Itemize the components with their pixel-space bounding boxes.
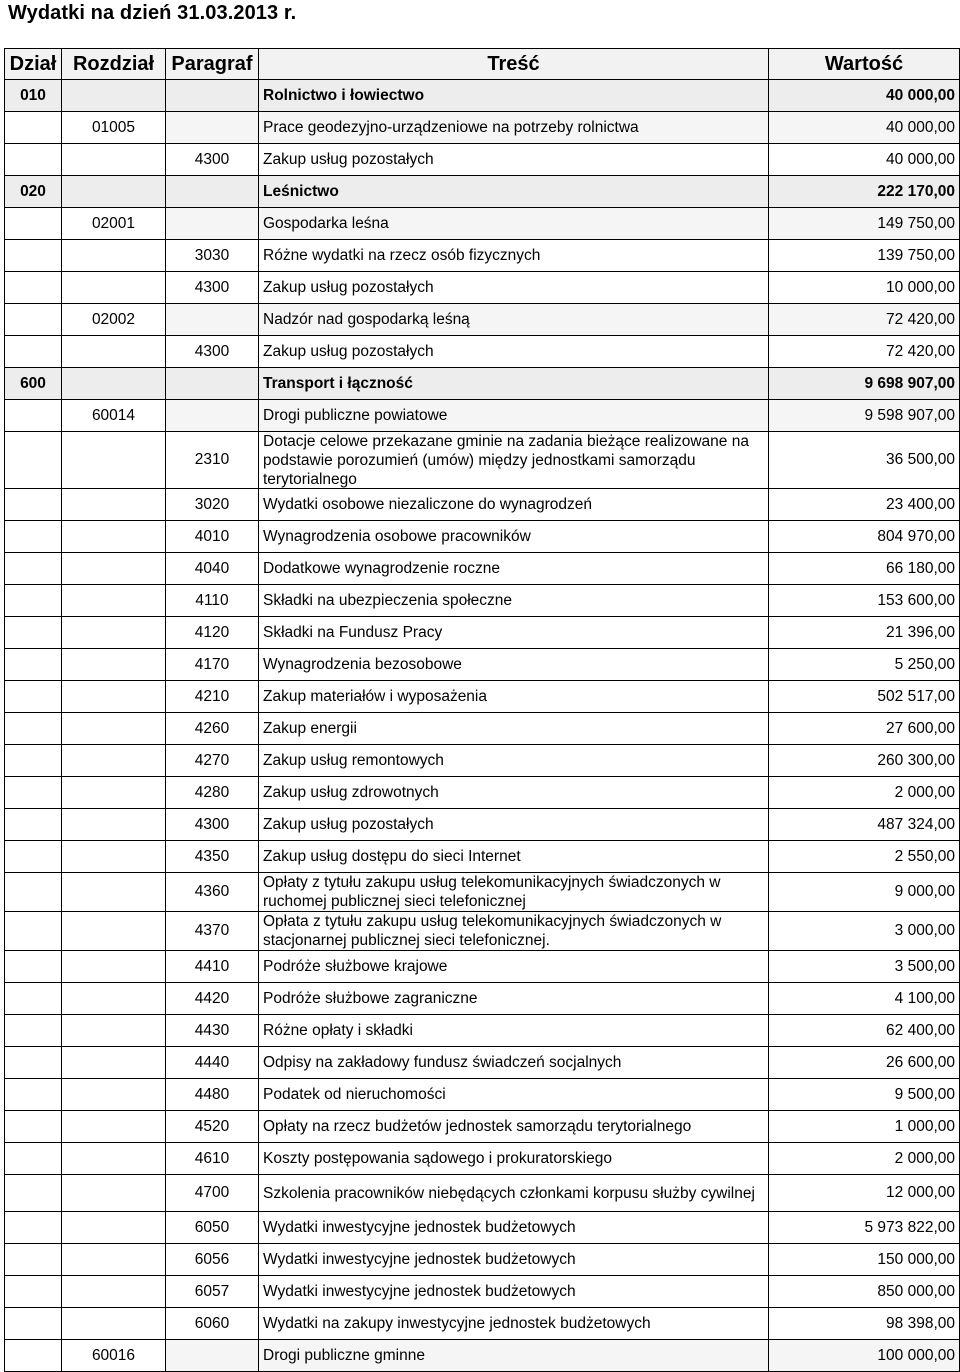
cell-tresc: Składki na ubezpieczenia społeczne <box>259 585 769 617</box>
cell-wartosc: 2 000,00 <box>769 1143 960 1175</box>
cell-paragraf: 4260 <box>166 713 259 745</box>
cell-paragraf: 4280 <box>166 777 259 809</box>
cell-tresc: Gospodarka leśna <box>259 208 769 240</box>
cell-rozdzial <box>62 80 166 112</box>
paragraf-row <box>5 681 960 713</box>
cell-wartosc: 3 000,00 <box>769 912 960 951</box>
cell-tresc: Koszty postępowania sądowego i prokuratorskiego <box>259 1143 769 1175</box>
cell-rozdzial <box>62 240 166 272</box>
cell-rozdzial <box>62 912 166 951</box>
cell-paragraf <box>166 368 259 400</box>
cell-tresc: Zakup usług pozostałych <box>259 336 769 368</box>
cell-tresc: Rolnictwo i łowiectwo <box>259 80 769 112</box>
cell-paragraf: 4350 <box>166 841 259 873</box>
cell-wartosc: 40 000,00 <box>769 80 960 112</box>
cell-dzial <box>5 112 62 144</box>
paragraf-row <box>5 951 960 983</box>
paragraf-row <box>5 983 960 1015</box>
paragraf-row <box>5 649 960 681</box>
cell-paragraf: 4610 <box>166 1143 259 1175</box>
cell-wartosc: 153 600,00 <box>769 585 960 617</box>
paragraf-row <box>5 777 960 809</box>
cell-paragraf: 4300 <box>166 272 259 304</box>
cell-paragraf: 4040 <box>166 553 259 585</box>
cell-tresc: Zakup usług remontowych <box>259 745 769 777</box>
cell-wartosc: 62 400,00 <box>769 1015 960 1047</box>
cell-rozdzial: 02001 <box>62 208 166 240</box>
cell-tresc: Wynagrodzenia osobowe pracowników <box>259 521 769 553</box>
cell-wartosc: 4 100,00 <box>769 983 960 1015</box>
paragraf-row <box>5 521 960 553</box>
cell-paragraf <box>166 1340 259 1372</box>
dzial-row <box>5 368 960 400</box>
cell-paragraf: 4010 <box>166 521 259 553</box>
cell-tresc: Zakup energii <box>259 713 769 745</box>
header-row <box>5 49 960 80</box>
cell-wartosc: 21 396,00 <box>769 617 960 649</box>
cell-rozdzial: 02002 <box>62 304 166 336</box>
cell-rozdzial <box>62 553 166 585</box>
cell-tresc: Składki na Fundusz Pracy <box>259 617 769 649</box>
cell-wartosc: 26 600,00 <box>769 1047 960 1079</box>
cell-rozdzial <box>62 1175 166 1212</box>
rozdzial-row <box>5 400 960 432</box>
header-paragraf: Paragraf <box>166 49 259 80</box>
cell-paragraf: 6057 <box>166 1276 259 1308</box>
cell-rozdzial <box>62 1308 166 1340</box>
cell-paragraf: 6056 <box>166 1244 259 1276</box>
cell-wartosc: 260 300,00 <box>769 745 960 777</box>
cell-paragraf: 4210 <box>166 681 259 713</box>
cell-rozdzial <box>62 1111 166 1143</box>
cell-dzial <box>5 521 62 553</box>
cell-dzial <box>5 208 62 240</box>
cell-paragraf: 2310 <box>166 432 259 489</box>
cell-dzial <box>5 713 62 745</box>
cell-rozdzial <box>62 1212 166 1244</box>
cell-tresc: Nadzór nad gospodarką leśną <box>259 304 769 336</box>
cell-text: Opłata z tytułu zakupu usług telekomunikacyjnych świadczonych w stacjonarnej publicznej sieci telefonicznej. <box>263 913 722 949</box>
cell-paragraf: 6060 <box>166 1308 259 1340</box>
cell-wartosc: 10 000,00 <box>769 272 960 304</box>
paragraf-row <box>5 1047 960 1079</box>
cell-rozdzial <box>62 1079 166 1111</box>
cell-dzial <box>5 1175 62 1212</box>
cell-paragraf: 4300 <box>166 144 259 176</box>
cell-rozdzial <box>62 777 166 809</box>
cell-dzial <box>5 1143 62 1175</box>
cell-paragraf: 4170 <box>166 649 259 681</box>
paragraf-row <box>5 1143 960 1175</box>
paragraf-row <box>5 553 960 585</box>
cell-rozdzial <box>62 176 166 208</box>
page-title: Wydatki na dzień 31.03.2013 r. <box>8 2 297 24</box>
cell-tresc: Zakup materiałów i wyposażenia <box>259 681 769 713</box>
cell-wartosc: 9 500,00 <box>769 1079 960 1111</box>
paragraf-row <box>5 1308 960 1340</box>
paragraf-row <box>5 1175 960 1212</box>
cell-rozdzial <box>62 745 166 777</box>
header-dzial: Dział <box>5 49 62 80</box>
cell-rozdzial: 01005 <box>62 112 166 144</box>
cell-tresc: Zakup usług dostępu do sieci Internet <box>259 841 769 873</box>
cell-rozdzial <box>62 809 166 841</box>
cell-paragraf: 3030 <box>166 240 259 272</box>
cell-dzial <box>5 951 62 983</box>
cell-rozdzial <box>62 649 166 681</box>
cell-dzial <box>5 432 62 489</box>
paragraf-row <box>5 713 960 745</box>
cell-dzial <box>5 745 62 777</box>
cell-tresc: Zakup usług pozostałych <box>259 809 769 841</box>
cell-rozdzial <box>62 873 166 912</box>
header-wartosc: Wartość <box>769 49 960 80</box>
paragraf-row <box>5 144 960 176</box>
cell-dzial <box>5 809 62 841</box>
cell-tresc: Różne wydatki na rzecz osób fizycznych <box>259 240 769 272</box>
cell-paragraf: 4120 <box>166 617 259 649</box>
cell-paragraf: 4430 <box>166 1015 259 1047</box>
cell-dzial <box>5 400 62 432</box>
cell-tresc: Drogi publiczne powiatowe <box>259 400 769 432</box>
cell-paragraf <box>166 400 259 432</box>
paragraf-row <box>5 617 960 649</box>
cell-dzial <box>5 1047 62 1079</box>
paragraf-row <box>5 1079 960 1111</box>
cell-rozdzial <box>62 951 166 983</box>
dzial-row <box>5 176 960 208</box>
paragraf-row <box>5 1276 960 1308</box>
rozdzial-row <box>5 1340 960 1372</box>
header-tresc: Treść <box>259 49 769 80</box>
cell-tresc: Leśnictwo <box>259 176 769 208</box>
cell-dzial <box>5 873 62 912</box>
cell-paragraf <box>166 176 259 208</box>
rozdzial-row <box>5 208 960 240</box>
cell-tresc: Wynagrodzenia bezosobowe <box>259 649 769 681</box>
cell-paragraf: 4700 <box>166 1175 259 1212</box>
cell-rozdzial <box>62 617 166 649</box>
cell-tresc: Prace geodezyjno-urządzeniowe na potrzeby rolnictwa <box>259 112 769 144</box>
paragraf-row <box>5 489 960 521</box>
cell-wartosc: 222 170,00 <box>769 176 960 208</box>
cell-dzial <box>5 1015 62 1047</box>
cell-wartosc: 12 000,00 <box>769 1175 960 1212</box>
cell-dzial <box>5 649 62 681</box>
cell-rozdzial <box>62 1276 166 1308</box>
cell-tresc <box>259 1175 769 1212</box>
cell-rozdzial <box>62 1143 166 1175</box>
cell-tresc: Wydatki inwestycyjne jednostek budżetowych <box>259 1212 769 1244</box>
cell-wartosc: 23 400,00 <box>769 489 960 521</box>
cell-wartosc: 9 698 907,00 <box>769 368 960 400</box>
paragraf-row <box>5 1015 960 1047</box>
cell-dzial <box>5 777 62 809</box>
cell-paragraf: 4370 <box>166 912 259 951</box>
cell-paragraf: 4480 <box>166 1079 259 1111</box>
cell-tresc: Wydatki osobowe niezaliczone do wynagrodzeń <box>259 489 769 521</box>
cell-wartosc: 2 550,00 <box>769 841 960 873</box>
paragraf-row <box>5 873 960 912</box>
cell-wartosc: 149 750,00 <box>769 208 960 240</box>
cell-wartosc: 27 600,00 <box>769 713 960 745</box>
cell-wartosc: 9 000,00 <box>769 873 960 912</box>
cell-wartosc: 2 000,00 <box>769 777 960 809</box>
cell-dzial <box>5 1276 62 1308</box>
dzial-row <box>5 80 960 112</box>
cell-dzial <box>5 144 62 176</box>
cell-wartosc: 40 000,00 <box>769 112 960 144</box>
cell-dzial <box>5 272 62 304</box>
cell-rozdzial: 60016 <box>62 1340 166 1372</box>
paragraf-row <box>5 240 960 272</box>
cell-tresc <box>259 912 769 951</box>
cell-rozdzial <box>62 1244 166 1276</box>
table-header <box>5 49 960 80</box>
cell-rozdzial <box>62 272 166 304</box>
cell-tresc: Zakup usług zdrowotnych <box>259 777 769 809</box>
cell-paragraf: 4520 <box>166 1111 259 1143</box>
paragraf-row <box>5 745 960 777</box>
cell-rozdzial <box>62 144 166 176</box>
cell-wartosc: 5 250,00 <box>769 649 960 681</box>
paragraf-row <box>5 1111 960 1143</box>
cell-paragraf: 3020 <box>166 489 259 521</box>
cell-dzial: 010 <box>5 80 62 112</box>
cell-wartosc: 36 500,00 <box>769 432 960 489</box>
cell-tresc: Wydatki na zakupy inwestycyjne jednostek budżetowych <box>259 1308 769 1340</box>
cell-tresc: Odpisy na zakładowy fundusz świadczeń socjalnych <box>259 1047 769 1079</box>
cell-tresc <box>259 432 769 489</box>
cell-rozdzial <box>62 983 166 1015</box>
paragraf-row <box>5 912 960 951</box>
cell-dzial <box>5 1244 62 1276</box>
cell-dzial <box>5 1079 62 1111</box>
table-body <box>5 80 960 1372</box>
cell-dzial <box>5 1340 62 1372</box>
cell-rozdzial <box>62 489 166 521</box>
cell-tresc: Wydatki inwestycyjne jednostek budżetowych <box>259 1276 769 1308</box>
cell-rozdzial <box>62 713 166 745</box>
cell-rozdzial <box>62 521 166 553</box>
cell-paragraf: 4110 <box>166 585 259 617</box>
paragraf-row <box>5 272 960 304</box>
paragraf-row <box>5 585 960 617</box>
cell-wartosc: 100 000,00 <box>769 1340 960 1372</box>
cell-wartosc: 487 324,00 <box>769 809 960 841</box>
cell-dzial <box>5 617 62 649</box>
rozdzial-row <box>5 112 960 144</box>
cell-tresc: Podatek od nieruchomości <box>259 1079 769 1111</box>
cell-tresc: Dodatkowe wynagrodzenie roczne <box>259 553 769 585</box>
cell-rozdzial <box>62 1047 166 1079</box>
cell-wartosc: 3 500,00 <box>769 951 960 983</box>
cell-wartosc: 98 398,00 <box>769 1308 960 1340</box>
cell-dzial <box>5 489 62 521</box>
paragraf-row <box>5 1244 960 1276</box>
cell-dzial: 600 <box>5 368 62 400</box>
cell-wartosc: 850 000,00 <box>769 1276 960 1308</box>
paragraf-row <box>5 432 960 489</box>
cell-dzial <box>5 1212 62 1244</box>
cell-rozdzial <box>62 681 166 713</box>
cell-paragraf: 4440 <box>166 1047 259 1079</box>
expenses-table <box>4 48 960 1372</box>
cell-dzial <box>5 240 62 272</box>
cell-wartosc: 66 180,00 <box>769 553 960 585</box>
paragraf-row <box>5 336 960 368</box>
cell-dzial <box>5 912 62 951</box>
cell-text: Dotacje celowe przekazane gminie na zadania bieżące realizowane na podstawie porozumień (umów) między jednostkami samorządu terytorialnego <box>263 433 749 488</box>
cell-rozdzial <box>62 432 166 489</box>
cell-rozdzial <box>62 1015 166 1047</box>
cell-paragraf <box>166 112 259 144</box>
cell-dzial <box>5 1308 62 1340</box>
cell-wartosc: 9 598 907,00 <box>769 400 960 432</box>
cell-wartosc: 139 750,00 <box>769 240 960 272</box>
cell-rozdzial <box>62 368 166 400</box>
cell-paragraf <box>166 80 259 112</box>
cell-dzial <box>5 336 62 368</box>
cell-tresc: Podróże służbowe krajowe <box>259 951 769 983</box>
cell-paragraf: 4410 <box>166 951 259 983</box>
cell-paragraf <box>166 208 259 240</box>
cell-tresc: Opłaty na rzecz budżetów jednostek samorządu terytorialnego <box>259 1111 769 1143</box>
cell-wartosc: 40 000,00 <box>769 144 960 176</box>
cell-tresc: Zakup usług pozostałych <box>259 272 769 304</box>
cell-dzial <box>5 553 62 585</box>
cell-tresc: Zakup usług pozostałych <box>259 144 769 176</box>
cell-wartosc: 5 973 822,00 <box>769 1212 960 1244</box>
paragraf-row <box>5 809 960 841</box>
cell-tresc: Wydatki inwestycyjne jednostek budżetowych <box>259 1244 769 1276</box>
cell-wartosc: 502 517,00 <box>769 681 960 713</box>
cell-wartosc: 1 000,00 <box>769 1111 960 1143</box>
cell-rozdzial <box>62 336 166 368</box>
cell-dzial <box>5 841 62 873</box>
cell-rozdzial: 60014 <box>62 400 166 432</box>
cell-text: Szkolenia pracowników niebędących członkami korpusu służby cywilnej <box>263 1184 755 1202</box>
cell-dzial <box>5 1111 62 1143</box>
cell-wartosc: 150 000,00 <box>769 1244 960 1276</box>
cell-paragraf <box>166 304 259 336</box>
cell-tresc: Transport i łączność <box>259 368 769 400</box>
cell-dzial <box>5 983 62 1015</box>
cell-tresc: Podróże służbowe zagraniczne <box>259 983 769 1015</box>
cell-paragraf: 4270 <box>166 745 259 777</box>
cell-tresc: Drogi publiczne gminne <box>259 1340 769 1372</box>
cell-paragraf: 6050 <box>166 1212 259 1244</box>
cell-wartosc: 804 970,00 <box>769 521 960 553</box>
cell-dzial: 020 <box>5 176 62 208</box>
cell-paragraf: 4300 <box>166 809 259 841</box>
cell-tresc: Różne opłaty i składki <box>259 1015 769 1047</box>
cell-dzial <box>5 585 62 617</box>
cell-text: Opłaty z tytułu zakupu usług telekomunikacyjnych świadczonych w ruchomej publicznej sieci telefonicznej <box>263 874 721 910</box>
cell-paragraf: 4360 <box>166 873 259 912</box>
rozdzial-row <box>5 304 960 336</box>
cell-tresc <box>259 873 769 912</box>
cell-dzial <box>5 681 62 713</box>
cell-paragraf: 4420 <box>166 983 259 1015</box>
cell-paragraf: 4300 <box>166 336 259 368</box>
cell-rozdzial <box>62 841 166 873</box>
cell-dzial <box>5 304 62 336</box>
paragraf-row <box>5 841 960 873</box>
cell-wartosc: 72 420,00 <box>769 304 960 336</box>
cell-wartosc: 72 420,00 <box>769 336 960 368</box>
cell-rozdzial <box>62 585 166 617</box>
paragraf-row <box>5 1212 960 1244</box>
header-rozdzial: Rozdział <box>62 49 166 80</box>
